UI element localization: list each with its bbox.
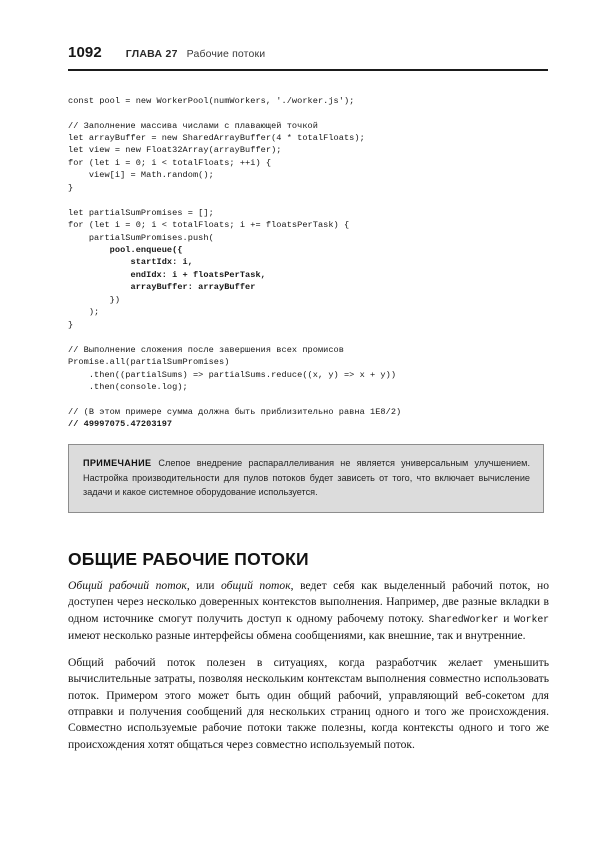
chapter-label: ГЛАВА 27 bbox=[125, 48, 178, 60]
text-run: , ведет себя как выделенный рабочий поток, но доступен через несколько доверенных контекстов выполнения. Например, две разные вкладки в одном источнике смогут получить доступ к одному рабочему потоку. bbox=[68, 579, 550, 625]
code-line: for (let i = 0; i < totalFloats; i += floatsPerTask) { bbox=[68, 220, 350, 231]
code-line: .then((partialSums) => partialSums.reduce((x, y) => x + y)) bbox=[68, 369, 397, 380]
note-label: ПРИМЕЧАНИЕ bbox=[83, 458, 152, 468]
text-run: и bbox=[498, 611, 515, 625]
code-line: arrayBuffer: arrayBuffer bbox=[68, 282, 256, 293]
code-line: pool.enqueue({ bbox=[68, 245, 183, 256]
page-number: 1092 bbox=[68, 44, 102, 61]
code-line bbox=[68, 107, 538, 119]
code-line: partialSumPromises.push( bbox=[68, 232, 214, 243]
code-line: }) bbox=[68, 294, 121, 305]
code-line bbox=[68, 194, 538, 206]
note-body: Слепое внедрение распараллеливания не является универсальным улучшением. Настройка производительности для пулов потоков будет зависеть от того, что включает вычисление задачи и какое системное оборудование используется. bbox=[83, 458, 530, 498]
code-line: // (В этом примере сумма должна быть приблизительно равна 1E8/2) bbox=[68, 406, 402, 417]
code-line: .then(console.log); bbox=[68, 382, 188, 393]
code-line: startIdx: i, bbox=[68, 257, 193, 268]
code-line: } bbox=[68, 182, 74, 193]
code-line bbox=[68, 331, 538, 343]
note-paragraph bbox=[83, 456, 530, 500]
text-run: имеют несколько разные интерфейсы обмена сообщениями, как внешние, так и внутренние. bbox=[68, 628, 526, 642]
text-run: Общий рабочий поток bbox=[68, 579, 187, 592]
chapter-title: Рабочие потоки bbox=[186, 48, 266, 60]
body-paragraph bbox=[68, 578, 549, 644]
note-callout bbox=[68, 444, 544, 513]
inline-code: SharedWorker bbox=[428, 613, 499, 625]
code-block bbox=[68, 95, 538, 431]
code-line: for (let i = 0; i < totalFloats; ++i) { bbox=[68, 157, 272, 168]
code-line bbox=[68, 393, 538, 405]
text-run: Общий рабочий поток полезен в ситуациях, когда разработчик желает уменьшить вычислительные затраты, позволяя нескольким контекстам выполнения совместно использовать поток. Примером этого может быть один общий рабочий, управляющий веб-сокетом для отправки и получения сообщений для нескольких страниц одного и того же происхождения. Совместно используемые рабочие потоки также полезны, когда контексты одного и того же происхождения хотят общаться через совместно используемый поток. bbox=[68, 656, 549, 751]
code-line: let view = new Float32Array(arrayBuffer); bbox=[68, 145, 282, 156]
body-copy bbox=[68, 578, 549, 753]
running-head bbox=[68, 44, 548, 61]
code-line: // Заполнение массива числами с плавающей точкой bbox=[68, 120, 318, 131]
code-line: const pool = new WorkerPool(numWorkers, './worker.js'); bbox=[68, 95, 355, 106]
code-line: // Выполнение сложения после завершения всех промисов bbox=[68, 344, 344, 355]
code-line: view[i] = Math.random(); bbox=[68, 170, 214, 181]
code-line: let partialSumPromises = []; bbox=[68, 207, 214, 218]
code-line: ); bbox=[68, 307, 100, 318]
header-rule bbox=[68, 69, 548, 71]
code-line: endIdx: i + floatsPerTask, bbox=[68, 269, 266, 280]
code-line: Promise.all(partialSumPromises) bbox=[68, 357, 230, 368]
code-line: // 49997075.47203197 bbox=[68, 419, 173, 430]
code-line: let arrayBuffer = new SharedArrayBuffer(4 * totalFloats); bbox=[68, 132, 365, 143]
text-run: , или bbox=[186, 579, 222, 592]
inline-code: Worker bbox=[514, 613, 549, 625]
text-run: общий поток bbox=[221, 579, 291, 592]
section-heading: ОБЩИЕ РАБОЧИЕ ПОТОКИ bbox=[68, 549, 309, 569]
body-paragraph bbox=[68, 655, 549, 753]
code-line: } bbox=[68, 319, 74, 330]
